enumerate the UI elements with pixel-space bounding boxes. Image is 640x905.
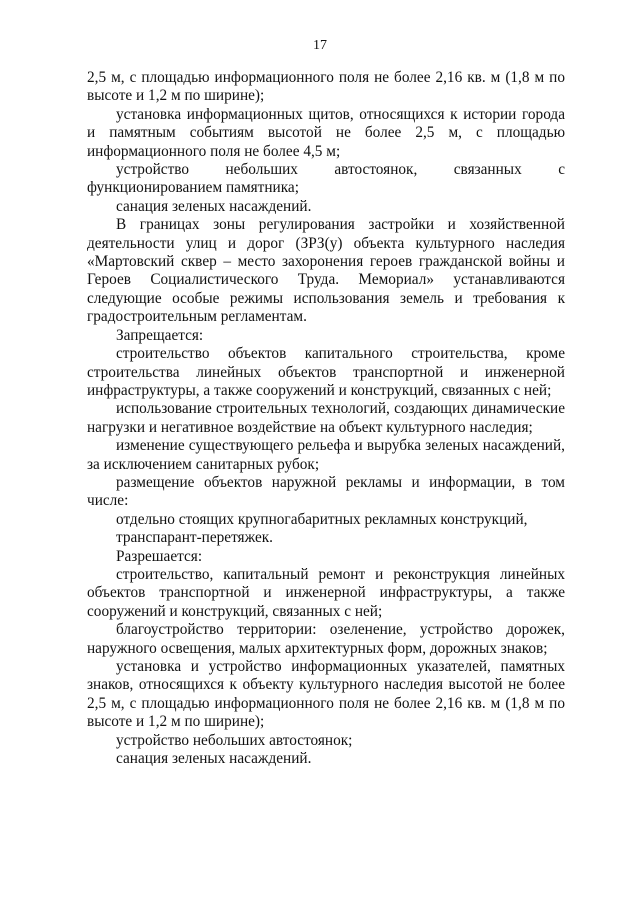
list-item: благоустройство территории: озеленение, устройство дорожек, наружного освещения, малых архитектурных форм, дорожных знаков; <box>87 621 565 657</box>
zone-regulation-paragraph: В границах зоны регулирования застройки и хозяйственной деятельности улиц и дорог (ЗРЗ(у) объекта культурного наследия «Мартовский сквер – место захоронения героев гражданской войны и Героев Социалистического Труда. Мемориал» устанавливаются следующие особые режимы использования земель и требования к градостроительным регламентам. <box>87 216 565 326</box>
page-number: 17 <box>313 38 327 53</box>
list-item: санация зеленых насаждений. <box>116 197 312 215</box>
list-item: устройство небольших автостоянок; <box>116 731 353 749</box>
list-item: санация зеленых насаждений. <box>116 750 312 768</box>
list-item: установка и устройство информационных указателей, памятных знаков, относящихся к объекту культурного наследия высотой не более 2,5 м, с площадью информационного поля не более 2,16 кв. м (1,8 м по высоте и 1,2 м по ширине); <box>87 658 565 731</box>
list-item: строительство, капитальный ремонт и реконструкция линейных объектов транспортной и инженерной инфраструктуры, а также сооружений и конструкций, связанных с ней; <box>87 565 565 620</box>
paragraph-continuation: 2,5 м, с площадью информационного поля не более 2,16 кв. м (1,8 м по высоте и 1,2 м по ширине); <box>87 69 565 105</box>
list-item: размещение объектов наружной рекламы и информации, в том числе: <box>87 473 565 510</box>
document-body <box>87 69 565 768</box>
permitted-heading: Разрешается: <box>116 547 203 565</box>
list-item: отдельно стоящих крупногабаритных рекламных конструкций, <box>116 510 528 528</box>
list-item: строительство объектов капитального строительства, кроме строительства линейных объектов транспортной и инженерной инфраструктуры, а также сооружений и конструкций, связанных с ней; <box>87 345 565 399</box>
prohibited-heading: Запрещается: <box>116 326 204 344</box>
list-item: транспарант-перетяжек. <box>116 529 274 547</box>
list-item: изменение существующего рельефа и вырубка зеленых насаждений, за исключением санитарных рубок; <box>87 437 565 473</box>
list-item: использование строительных технологий, создающих динамические нагрузки и негативное воздействие на объект культурного наследия; <box>87 400 565 436</box>
list-item: установка информационных щитов, относящихся к истории города и памятным событиям высотой не более 2,5 м, с площадью информационного поля не более 4,5 м; <box>87 105 565 160</box>
list-item: устройство небольших автостоянок, связанных с функционированием памятника; <box>87 161 565 197</box>
